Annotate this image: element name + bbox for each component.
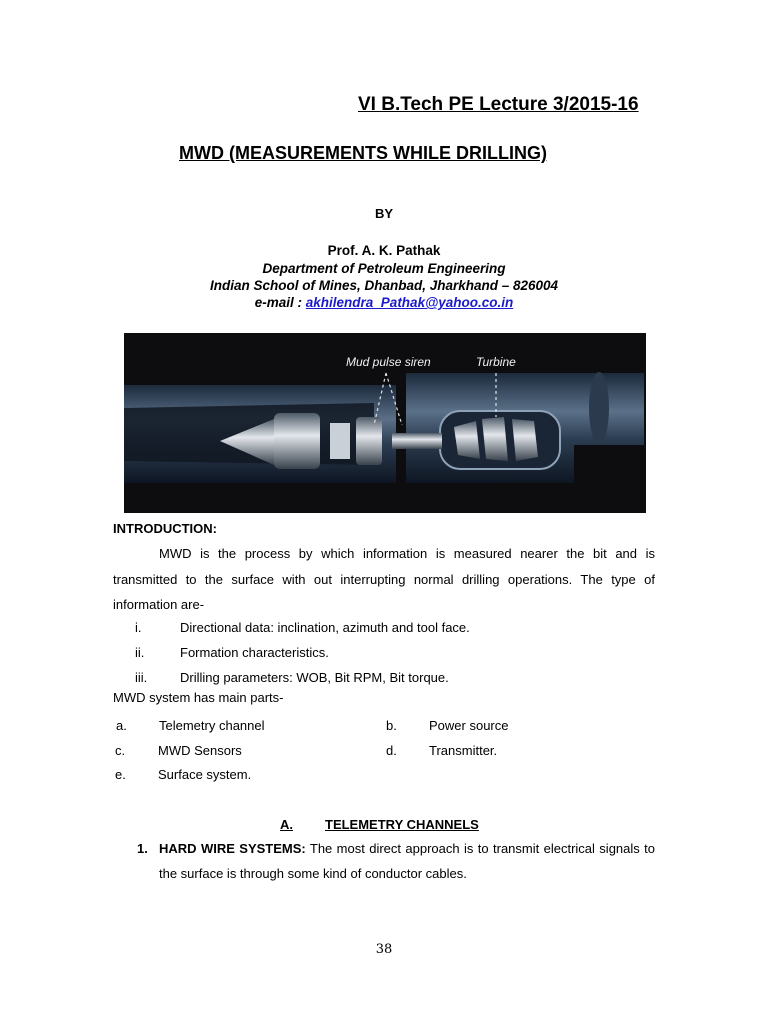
introduction-heading: INTRODUCTION: (113, 521, 217, 536)
by-label: BY (374, 206, 394, 221)
list-item-number: i. (135, 620, 142, 635)
page-number: 38 (375, 942, 393, 957)
part-key: c. (115, 743, 126, 758)
mwd-tool-figure (124, 333, 646, 513)
hard-wire-heading: HARD WIRE SYSTEMS: (159, 841, 306, 856)
list-item-text: Drilling parameters: WOB, Bit RPM, Bit torque. (180, 670, 449, 685)
part-text: Transmitter. (429, 743, 498, 758)
document-title: MWD (MEASUREMENTS WHILE DRILLING) (179, 143, 547, 163)
list-item-text: Formation characteristics. (180, 645, 329, 660)
author-name: Prof. A. K. Pathak (327, 243, 441, 258)
label-turbine: Turbine (476, 355, 516, 369)
email-prefix: e-mail : (254, 295, 306, 310)
section-letter: A. (280, 817, 293, 832)
part-text: Telemetry channel (159, 718, 265, 733)
part-key: e. (115, 767, 126, 782)
part-key: d. (386, 743, 397, 758)
parts-intro: MWD system has main parts- (113, 690, 284, 705)
introduction-paragraph: MWD is the process by which information is measured nearer the bit and is transmitted to the surface with out interrupting normal drilling operations. The type of information are- (113, 546, 655, 612)
numbered-item-number: 1. (137, 841, 148, 856)
part-text: Surface system. (158, 767, 252, 782)
list-item-number: iii. (135, 670, 148, 685)
list-item-text: Directional data: inclination, azimuth and tool face. (180, 620, 470, 635)
email-link[interactable]: akhilendra_Pathak@yahoo.co.in (305, 295, 514, 310)
list-item-number: ii. (135, 645, 145, 660)
mwd-tool-illustration (124, 333, 646, 513)
lecture-title: VI B.Tech PE Lecture 3/2015-16 (358, 94, 639, 115)
hard-wire-text: The most direct approach is to transmit electrical signals to the surface is through some kind of conductor cables. (159, 841, 655, 881)
hard-wire-paragraph (159, 836, 655, 886)
institution: Indian School of Mines, Dhanbad, Jharkhand – 826004 (209, 278, 559, 293)
label-mud-pulse-siren: Mud pulse siren (346, 355, 431, 369)
part-key: a. (116, 718, 127, 733)
section-title: TELEMETRY CHANNELS (325, 817, 479, 832)
email-line (0, 295, 768, 310)
part-text: Power source (429, 718, 509, 733)
department: Department of Petroleum Engineering (262, 261, 506, 276)
part-key: b. (386, 718, 397, 733)
part-text: MWD Sensors (158, 743, 242, 758)
